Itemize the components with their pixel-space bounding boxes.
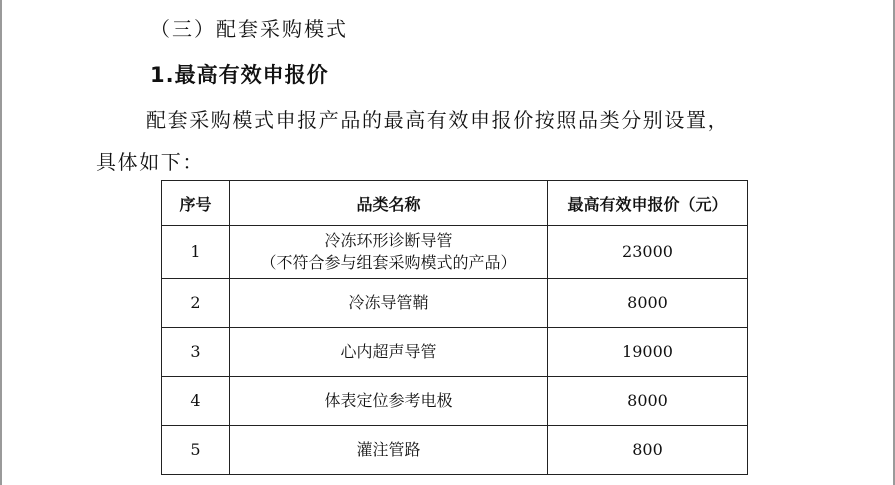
section-heading: （三）配套采购模式 bbox=[150, 17, 348, 41]
row-max-price: 800 bbox=[548, 426, 748, 475]
table-row bbox=[162, 328, 748, 377]
row-number: 5 bbox=[162, 426, 230, 475]
header-category-name: 品类名称 bbox=[230, 181, 548, 226]
row-category-name: 灌注管路 bbox=[230, 426, 548, 475]
row-category-name: 心内超声导管 bbox=[230, 328, 548, 377]
row-number: 4 bbox=[162, 377, 230, 426]
row-number: 2 bbox=[162, 279, 230, 328]
row-max-price: 8000 bbox=[548, 377, 748, 426]
row-max-price: 19000 bbox=[548, 328, 748, 377]
category-name-note: （不符合参与组套采购模式的产品） bbox=[260, 253, 517, 272]
row-category-name bbox=[230, 226, 548, 279]
table-row bbox=[162, 377, 748, 426]
table-row bbox=[162, 426, 748, 475]
header-number: 序号 bbox=[162, 181, 230, 226]
table-row bbox=[162, 279, 748, 328]
table-header-row bbox=[162, 181, 748, 226]
paragraph-line-1: 配套采购模式申报产品的最高有效申报价按照品类分别设置， bbox=[146, 108, 730, 132]
table-row bbox=[162, 226, 748, 279]
row-max-price: 23000 bbox=[548, 226, 748, 279]
paragraph-line-2: 具体如下： bbox=[96, 150, 204, 174]
subheading: 1.最高有效申报价 bbox=[150, 63, 329, 87]
row-number: 1 bbox=[162, 226, 230, 279]
row-max-price: 8000 bbox=[548, 279, 748, 328]
price-table bbox=[161, 180, 748, 475]
row-category-name: 冷冻导管鞘 bbox=[230, 279, 548, 328]
row-number: 3 bbox=[162, 328, 230, 377]
category-name-text: 冷冻环形诊断导管 bbox=[324, 231, 453, 250]
header-max-price: 最高有效申报价（元） bbox=[548, 181, 748, 226]
page-edge-left bbox=[0, 0, 2, 485]
row-category-name: 体表定位参考电极 bbox=[230, 377, 548, 426]
